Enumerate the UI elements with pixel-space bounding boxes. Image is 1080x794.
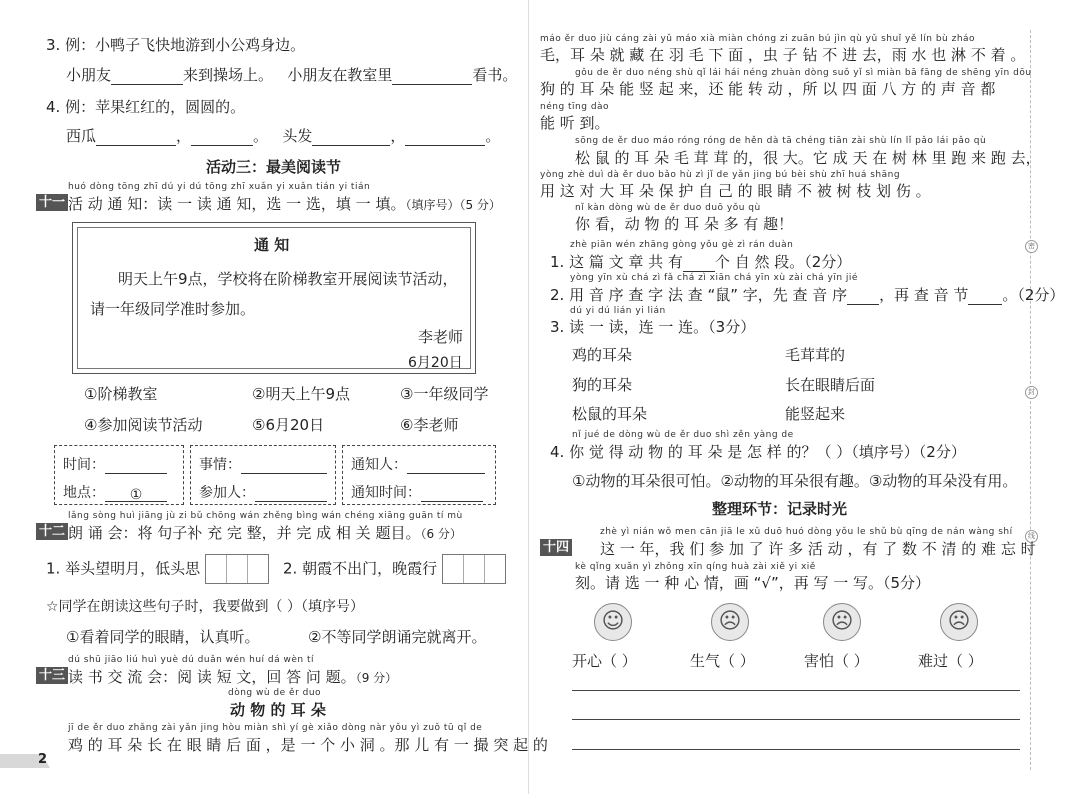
event-label: 事情： bbox=[199, 457, 241, 473]
q3-example: 3. 例：小鸭子飞快地游到小公鸡身边。 bbox=[46, 36, 306, 54]
participants-label: 参加人： bbox=[199, 485, 255, 501]
s12-text: 朗 诵 会：将 句子补 充 完 整，并 完 成 相 关 题目。 bbox=[68, 524, 421, 542]
match-left-3[interactable]: 松鼠的耳朵 bbox=[572, 405, 648, 423]
info-label bbox=[199, 454, 327, 474]
q4-a-blank2[interactable] bbox=[191, 131, 253, 146]
writing-line[interactable] bbox=[572, 749, 1020, 750]
q2-blank-1[interactable] bbox=[847, 290, 879, 305]
info-label bbox=[63, 454, 167, 474]
q3-a-text: 小朋友 bbox=[66, 66, 112, 84]
match-right-3[interactable]: 能竖起来 bbox=[785, 405, 846, 423]
q4-b-blank2[interactable] bbox=[405, 131, 485, 146]
writing-line[interactable] bbox=[572, 690, 1020, 691]
q4-b-blank1[interactable] bbox=[312, 131, 390, 146]
info-box-notifier bbox=[342, 445, 496, 505]
mood-scared[interactable]: 害怕（ ） bbox=[804, 652, 869, 670]
poem-2-answer-grid[interactable] bbox=[442, 554, 506, 584]
poem-2-text: 2. 朝霞不出门，晚霞行 bbox=[283, 559, 438, 578]
info-box-event bbox=[190, 445, 336, 505]
q2-end: 。（2分） bbox=[1002, 286, 1065, 304]
notice-signature: 李老师 bbox=[418, 328, 464, 346]
s13-pinyin: dú shū jiāo liú huì yuè dú duǎn wén huí dá wèn tí bbox=[68, 655, 314, 665]
q4-period: 。 bbox=[485, 127, 501, 145]
s14-pinyin-1: zhè yì nián wǒ men cān jiā le xǔ duō huó dòng yǒu le shǔ bù qīng de nán wàng shí bbox=[600, 527, 1013, 537]
q1-text: 1. 这 篇 文 章 共 有 bbox=[550, 253, 683, 271]
notice-time-blank[interactable] bbox=[421, 487, 483, 502]
s11-title bbox=[68, 193, 501, 214]
notice-box bbox=[72, 222, 476, 374]
article-line-1: 鸡 的 耳 朵 长 在 眼 睛 后 面 ，是 一 个 小 洞 。那 儿 有 一 撮 突 起 的 bbox=[68, 736, 548, 754]
p6-pinyin: nǐ kàn dòng wù de ěr duo duō yǒu qù bbox=[575, 203, 761, 213]
article-line-4: 能 听 到。 bbox=[540, 114, 610, 132]
q3-line bbox=[66, 64, 517, 85]
section-title: 整理环节：记录时光 bbox=[712, 500, 848, 518]
page-number-bar bbox=[0, 752, 60, 770]
s12-note: （6 分） bbox=[420, 527, 462, 541]
p2-pinyin: gǒu de ěr duo néng shù qǐ lái hái néng zhuàn dòng suǒ yǐ sì miàn bā fāng de shēng yīn dōu bbox=[575, 68, 1032, 78]
notifier-blank[interactable] bbox=[407, 459, 485, 474]
star-question: ☆同学在朗读这些句子时，我要做到（ ）（填序号） bbox=[46, 599, 364, 615]
mood-angry[interactable]: 生气（ ） bbox=[690, 652, 755, 670]
s14-badge: 十四 bbox=[540, 539, 572, 556]
info-label bbox=[351, 482, 483, 502]
binding-mark: 密 bbox=[1025, 240, 1038, 253]
option-4: ④参加阅读节活动 bbox=[84, 416, 203, 434]
article-title-pinyin: dòng wù de ěr duo bbox=[228, 688, 322, 698]
event-blank[interactable] bbox=[241, 459, 327, 474]
mood-happy[interactable]: 开心（ ） bbox=[572, 652, 637, 670]
p5-pinyin: yòng zhè duì dà ěr duo bǎo hù zì jǐ de yǎn jing bú bèi shù zhī huá shāng bbox=[540, 170, 901, 180]
poem-1-answer-grid[interactable] bbox=[205, 554, 269, 584]
q2-text: 2. 用 音 序 查 字 法 查 “鼠” 字，先 查 音 序 bbox=[550, 286, 848, 304]
match-right-2[interactable]: 长在眼睛后面 bbox=[785, 376, 876, 394]
article-line-6: 用 这 对 大 耳 朵 保 护 自 己 的 眼 睛 不 被 树 枝 划 伤 。 bbox=[540, 182, 931, 200]
article-line-5: 松 鼠 的 耳 朵 毛 茸 茸 的，很 大。它 成 天 在 树 林 里 跑 来 跑 去， bbox=[575, 149, 1041, 167]
q2-text-2: ，再 查 音 节 bbox=[879, 286, 969, 304]
sad-face-icon: ☹ bbox=[940, 603, 978, 641]
binding-mark: 线 bbox=[1025, 530, 1038, 543]
q4-example: 4. 例：苹果红红的，圆圆的。 bbox=[46, 98, 246, 116]
notice-time-label: 通知时间： bbox=[351, 485, 421, 501]
notice-body-2: 请一年级同学准时参加。 bbox=[90, 300, 256, 318]
q3-a-blank[interactable] bbox=[111, 70, 183, 85]
match-left-1[interactable]: 鸡的耳朵 bbox=[572, 346, 633, 364]
s11-text: 活 动 通 知：读 一 读 通 知，选 一 选，填 一 填。 bbox=[68, 195, 406, 213]
page-divider bbox=[528, 0, 529, 794]
happy-face-icon: ☺ bbox=[594, 603, 632, 641]
question-4-options: ①动物的耳朵很可怕。②动物的耳朵很有趣。③动物的耳朵没有用。 bbox=[572, 472, 1018, 490]
notifier-label: 通知人： bbox=[351, 457, 407, 473]
q2-pinyin: yòng yīn xù chá zì fǎ chá zì xiān chá yīn xù zài chá yīn jié bbox=[570, 273, 858, 283]
q1-pinyin: zhè piān wén zhāng gòng yǒu gè zì rán duàn bbox=[570, 240, 794, 250]
poem-1-text: 1. 举头望明月，低头思 bbox=[46, 559, 201, 578]
q1-end: 个 自 然 段。（2分） bbox=[714, 253, 852, 271]
star-option-1: ①看着同学的眼睛，认真听。 bbox=[66, 628, 260, 646]
notice-title: 通 知 bbox=[254, 236, 290, 254]
s12-pinyin: lǎng sòng huì jiāng jù zi bǔ chōng wán zhěng bìng wán chéng xiāng guān tí mù bbox=[68, 511, 463, 521]
option-3: ③一年级同学 bbox=[400, 385, 489, 403]
s14-line-2: 刻。请 选 一 种 心 情，画 “√”，再 写 一 写。（5分） bbox=[575, 574, 931, 592]
article-line-3: 狗 的 耳 朵 能 竖 起 来，还 能 转 动 ，所 以 四 面 八 方 的 声 音 都 bbox=[540, 80, 996, 98]
info-label bbox=[199, 482, 327, 502]
time-label: 时间： bbox=[63, 457, 105, 473]
q4-b-text: 头发 bbox=[282, 127, 313, 145]
q3-b-blank[interactable] bbox=[392, 70, 472, 85]
time-blank[interactable] bbox=[105, 459, 167, 474]
match-left-2[interactable]: 狗的耳朵 bbox=[572, 376, 633, 394]
q4-comma: ， bbox=[176, 127, 192, 145]
article-line-1-pinyin: jī de ěr duo zhǎng zài yǎn jing hòu miàn shì yí gè xiǎo dòng nàr yǒu yì zuǒ tū qǐ de bbox=[68, 723, 483, 733]
scared-face-icon: ☹ bbox=[823, 603, 861, 641]
q4-a-blank1[interactable] bbox=[96, 131, 176, 146]
info-box-time-place bbox=[54, 445, 184, 505]
s12-badge: 十二 bbox=[36, 523, 68, 540]
place-answer: ① bbox=[129, 487, 143, 503]
info-label bbox=[63, 482, 167, 502]
q4-line bbox=[66, 125, 500, 146]
s11-badge: 十一 bbox=[36, 194, 68, 211]
s11-note: （填序号）（5 分） bbox=[405, 198, 501, 212]
p4-pinyin: sōng de ěr duo máo róng róng de hěn dà tā chéng tiān zài shù lín lǐ pǎo lái pǎo qù bbox=[575, 136, 987, 146]
binding-mark: 封 bbox=[1025, 386, 1038, 399]
page-number: 2 bbox=[38, 752, 48, 767]
q3-b-end: 看书。 bbox=[472, 66, 518, 84]
s14-line-1: 这 一 年，我 们 参 加 了 许 多 活 动 ，有 了 数 不 清 的 难 忘 时 bbox=[600, 540, 1036, 558]
q4-period: 。 bbox=[253, 127, 269, 145]
q2-blank-2[interactable] bbox=[968, 290, 1002, 305]
q3-pinyin: dú yi dú lián yi lián bbox=[570, 306, 666, 316]
question-4: 4. 你 觉 得 动 物 的 耳 朵 是 怎 样 的？（ ）（填序号）（2分） bbox=[550, 443, 966, 461]
notice-body-1: 明天上午9点，学校将在阶梯教室开展阅读节活动， bbox=[118, 270, 458, 288]
p3-pinyin: néng tīng dào bbox=[540, 102, 610, 112]
option-5: ⑤6月20日 bbox=[252, 416, 325, 434]
participants-blank[interactable] bbox=[255, 487, 327, 502]
s14-pinyin-2: kè qǐng xuǎn yì zhǒng xīn qíng huà zài xiě yi xiě bbox=[575, 562, 816, 572]
s13-badge: 十三 bbox=[36, 667, 68, 684]
q1-blank[interactable] bbox=[683, 257, 715, 272]
activity-title: 活动三：最美阅读节 bbox=[206, 158, 342, 176]
mood-sad[interactable]: 难过（ ） bbox=[918, 652, 983, 670]
q3-a-end: 来到操场上。 bbox=[183, 66, 274, 84]
option-6: ⑥李老师 bbox=[400, 416, 459, 434]
question-2 bbox=[550, 284, 1064, 305]
match-right-1[interactable]: 毛茸茸的 bbox=[785, 346, 846, 364]
question-3: 3. 读 一 读，连 一 连。（3分） bbox=[550, 318, 756, 336]
p1-pinyin: máo ěr duo jiù cáng zài yǔ máo xià miàn chóng zi zuān bú jìn qù yǔ shuǐ yě lín bù zháo bbox=[540, 34, 976, 44]
poem-line-1 bbox=[46, 554, 269, 584]
option-1: ①阶梯教室 bbox=[84, 385, 158, 403]
article-title: 动 物 的 耳 朵 bbox=[230, 701, 326, 719]
writing-line[interactable] bbox=[572, 719, 1020, 720]
s12-title bbox=[68, 522, 462, 543]
s13-note: （9 分） bbox=[355, 671, 398, 685]
binding-line bbox=[1030, 30, 1032, 770]
s13-text: 读 书 交 流 会：阅 读 短 文，回 答 问 题。 bbox=[68, 668, 356, 686]
notice-date: 6月20日 bbox=[408, 355, 463, 371]
q4-pinyin: nǐ jué de dòng wù de ěr duo shì zěn yàng de bbox=[572, 430, 794, 440]
article-line-7: 你 看，动 物 的 耳 朵 多 有 趣！ bbox=[575, 215, 794, 233]
place-blank[interactable] bbox=[105, 487, 167, 502]
s13-title bbox=[68, 666, 397, 687]
notice-frame bbox=[77, 227, 471, 369]
page-number-tab bbox=[0, 752, 60, 770]
option-2: ②明天上午9点 bbox=[252, 385, 350, 403]
q4-a-text: 西瓜 bbox=[66, 127, 97, 145]
info-label bbox=[351, 454, 485, 474]
q4-comma: ， bbox=[390, 127, 406, 145]
article-line-2: 毛，耳 朵 就 藏 在 羽 毛 下 面 ，虫 子 钻 不 进 去，雨 水 也 淋 不 着 。 bbox=[540, 46, 1026, 64]
poem-line-2 bbox=[283, 554, 506, 584]
place-label: 地点： bbox=[63, 485, 105, 501]
q3-b-text: 小朋友在教室里 bbox=[287, 66, 393, 84]
s11-pinyin: huó dòng tōng zhī dú yi dú tōng zhī xuǎn yi xuǎn tián yi tián bbox=[68, 182, 371, 192]
star-option-2: ②不等同学朗诵完就离开。 bbox=[308, 628, 487, 646]
question-1 bbox=[550, 251, 851, 272]
angry-face-icon: ☹ bbox=[711, 603, 749, 641]
